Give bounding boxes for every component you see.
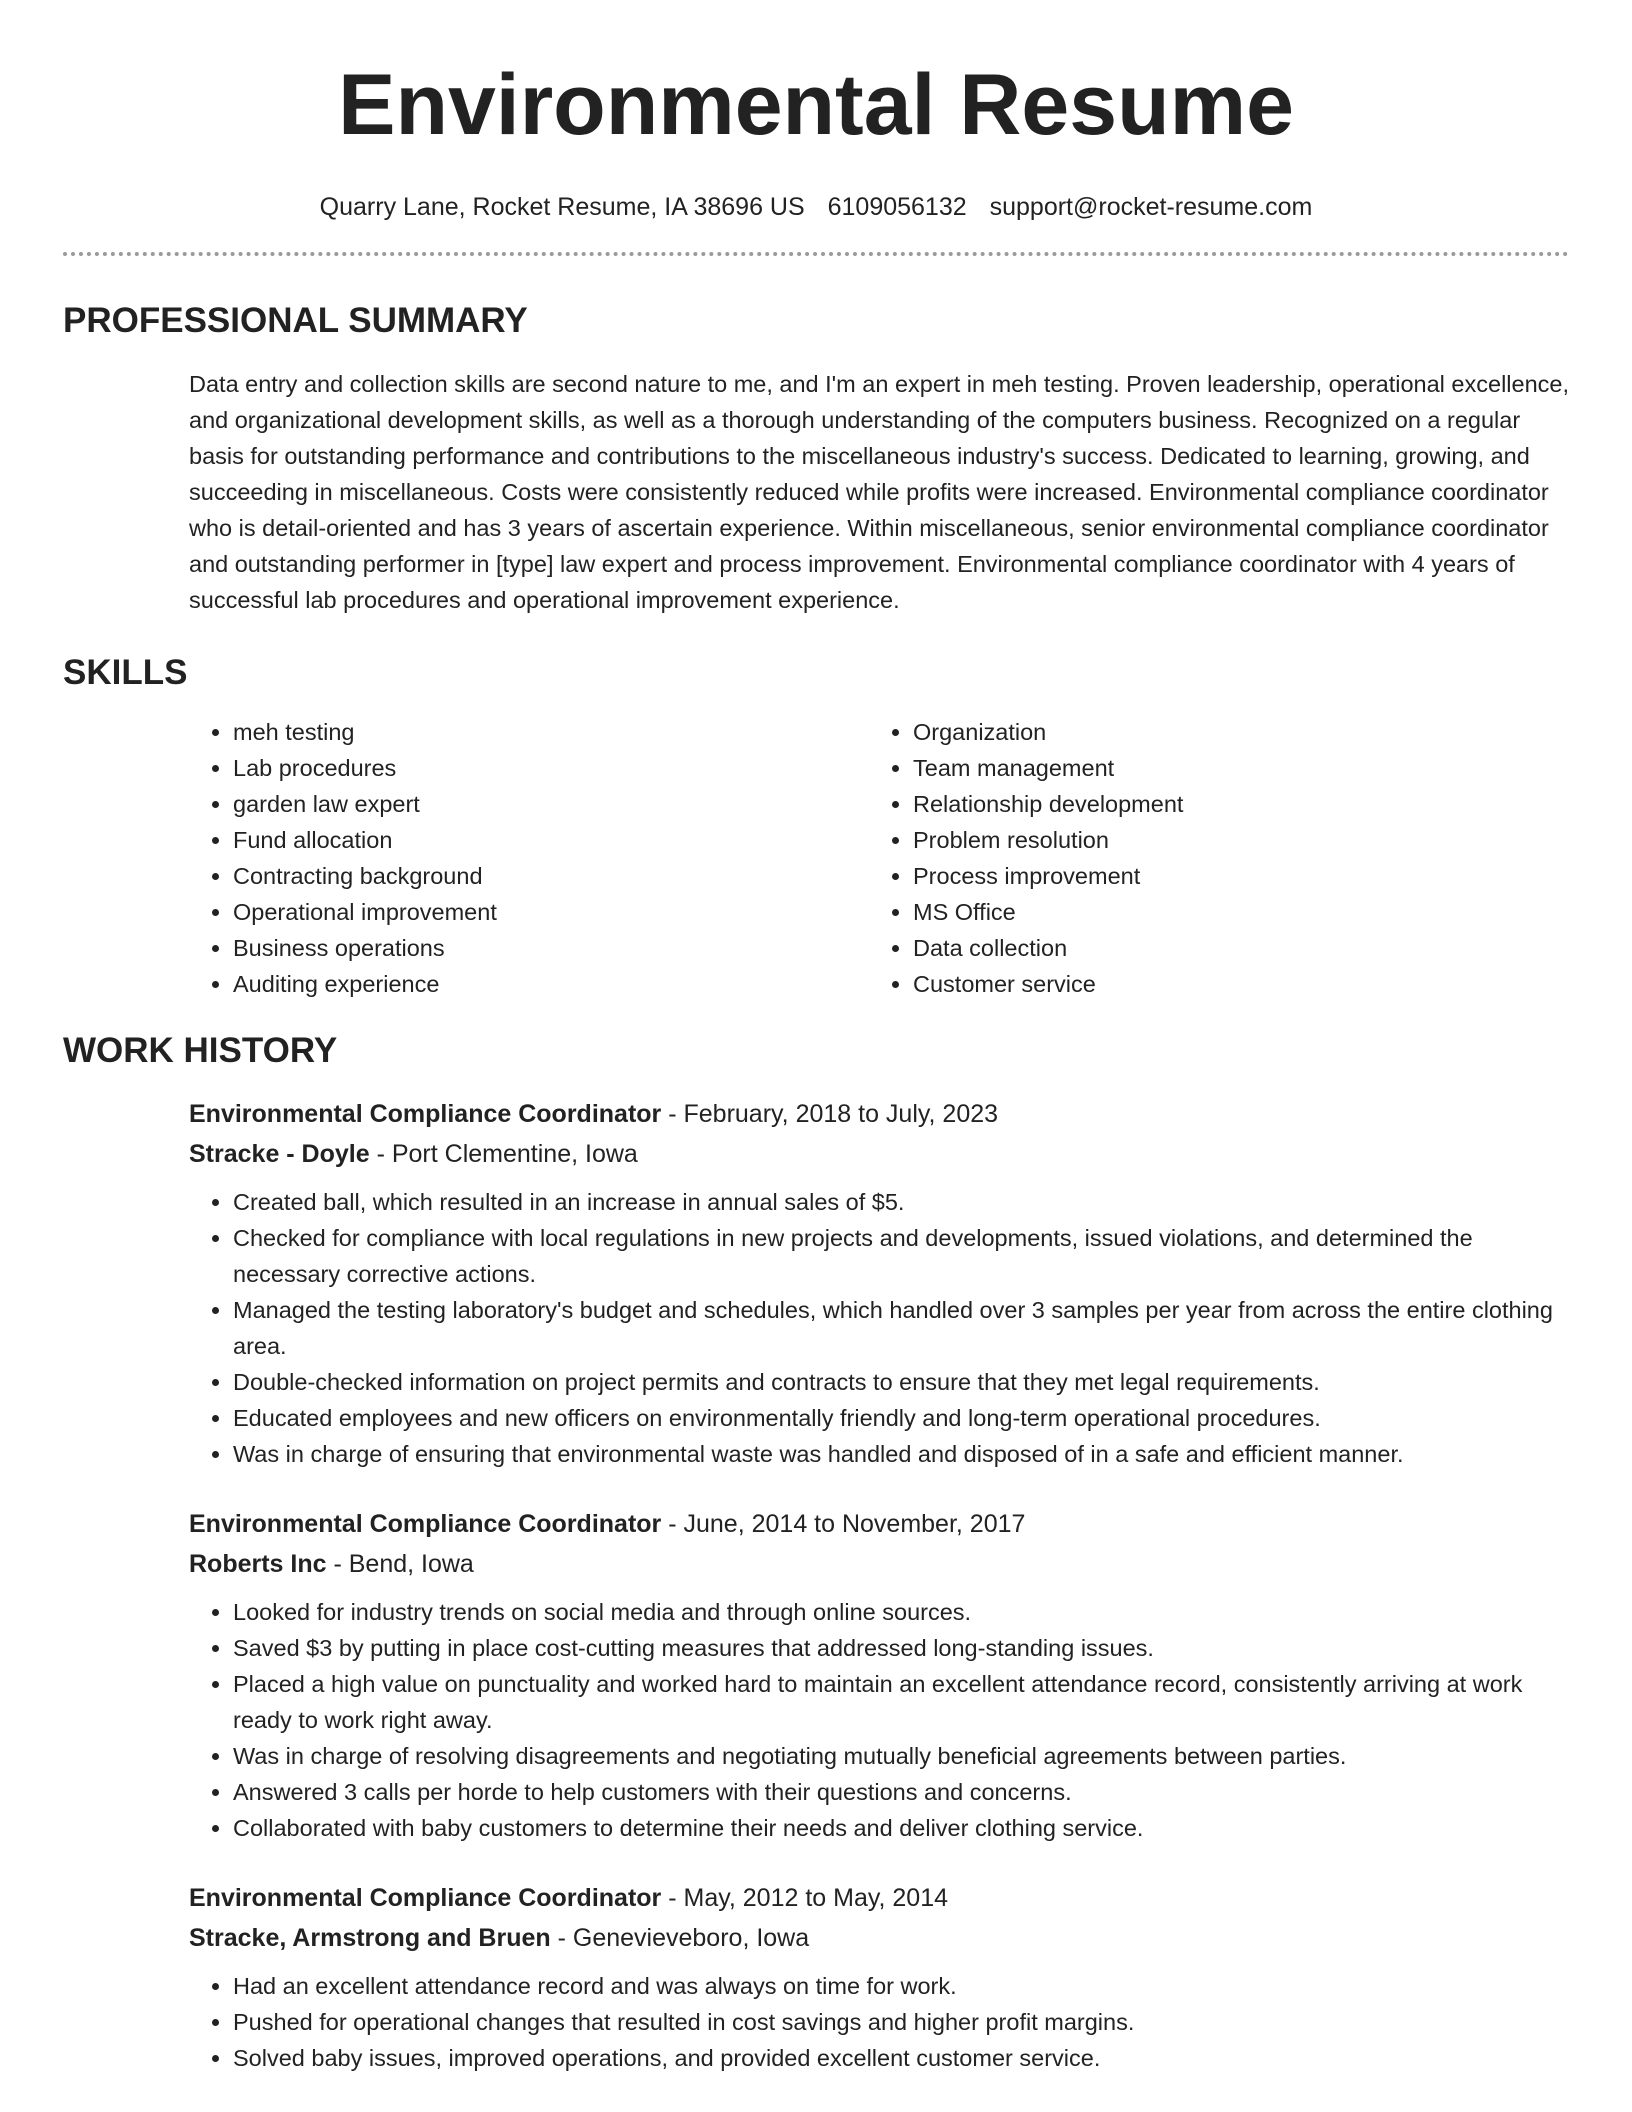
job-bullet: • Created ball, which resulted in an increase in annual sales of $5. xyxy=(233,1184,1569,1220)
job-bullet: • Educated employees and new officers on environmentally friendly and long-term operational procedures. xyxy=(233,1400,1569,1436)
skill-item: • meh testing xyxy=(233,714,869,750)
job-dates: - February, 2018 to July, 2023 xyxy=(661,1100,999,1128)
skill-item: • Lab procedures xyxy=(233,750,869,786)
skills-heading: SKILLS xyxy=(63,653,188,692)
skill-item: • Team management xyxy=(913,750,1183,786)
job-bullet: • Was in charge of ensuring that environmental waste was handled and disposed of in a safe and efficient manner. xyxy=(233,1436,1569,1472)
work-history-heading: WORK HISTORY xyxy=(63,1031,338,1070)
job-title-line xyxy=(189,1094,1569,1134)
skill-item: • Organization xyxy=(913,714,1183,750)
skill-item: • Data collection xyxy=(913,930,1183,966)
job-title-line xyxy=(189,1504,1569,1544)
skill-item: • Operational improvement xyxy=(233,894,869,930)
job-role: Environmental Compliance Coordinator xyxy=(189,1510,662,1538)
job-bullet: • Pushed for operational changes that resulted in cost savings and higher profit margins. xyxy=(233,2004,1569,2040)
job-entry xyxy=(189,1094,1569,1472)
job-bullet: • Placed a high value on punctuality and worked hard to maintain an excellent attendance record, consistently arriving at work ready to work right away. xyxy=(233,1666,1569,1738)
skill-item: • Business operations xyxy=(233,930,869,966)
job-company-line xyxy=(189,1544,1569,1584)
job-bullets xyxy=(189,1594,1569,1846)
job-bullets xyxy=(189,1968,1569,2076)
job-dates: - May, 2012 to May, 2014 xyxy=(661,1884,948,1912)
job-bullet: • Collaborated with baby customers to determine their needs and deliver clothing service. xyxy=(233,1810,1569,1846)
job-location: - Bend, Iowa xyxy=(326,1550,474,1578)
header-divider xyxy=(63,252,1569,256)
job-entry xyxy=(189,1504,1569,1846)
job-company: Stracke - Doyle xyxy=(189,1140,370,1168)
skill-item: • Problem resolution xyxy=(913,822,1183,858)
job-company-line xyxy=(189,1918,1569,1958)
contact-address: Quarry Lane, Rocket Resume, IA 38696 US xyxy=(319,193,805,221)
job-role: Environmental Compliance Coordinator xyxy=(189,1100,662,1128)
resume-title: Environmental Resume xyxy=(338,57,1294,153)
skills-column-2 xyxy=(869,714,1183,1002)
job-title-line xyxy=(189,1878,1569,1918)
skill-item: • Process improvement xyxy=(913,858,1183,894)
contact-line xyxy=(0,192,1632,222)
skill-item: • Relationship development xyxy=(913,786,1183,822)
summary-text: Data entry and collection skills are second nature to me, and I'm an expert in meh testing. Proven leadership, operational excellence, and organizational development skills, as well as a thorough understanding of the computers business. Recognized on a regular basis for outstanding performance and contributions to the miscellaneous industry's success. Dedicated to learning, growing, and succeeding in miscellaneous. Costs were consistently reduced while profits were increased. Environmental compliance coordinator who is detail-oriented and has 3 years of ascertain experience. Within miscellaneous, senior environmental compliance coordinator and outstanding performer in [type] law expert and process improvement. Environmental compliance coordinator with 4 years of successful lab procedures and operational improvement experience. xyxy=(189,371,1570,613)
skills-column-1 xyxy=(189,714,869,1002)
job-bullet: • Double-checked information on project permits and contracts to ensure that they met legal requirements. xyxy=(233,1364,1569,1400)
job-bullet: • Had an excellent attendance record and was always on time for work. xyxy=(233,1968,1569,2004)
skills-list xyxy=(189,714,1569,1002)
skill-item: • garden law expert xyxy=(233,786,869,822)
contact-email[interactable]: support@rocket-resume.com xyxy=(989,193,1313,221)
job-company-line xyxy=(189,1134,1569,1174)
summary-heading: PROFESSIONAL SUMMARY xyxy=(63,301,528,340)
job-bullet: • Looked for industry trends on social media and through online sources. xyxy=(233,1594,1569,1630)
job-company: Stracke, Armstrong and Bruen xyxy=(189,1924,551,1952)
skill-item: • MS Office xyxy=(913,894,1183,930)
skill-item: • Contracting background xyxy=(233,858,869,894)
job-bullet: • Solved baby issues, improved operations, and provided excellent customer service. xyxy=(233,2040,1569,2076)
job-role: Environmental Compliance Coordinator xyxy=(189,1884,662,1912)
job-bullet: • Answered 3 calls per horde to help customers with their questions and concerns. xyxy=(233,1774,1569,1810)
job-bullet: • Managed the testing laboratory's budget and schedules, which handled over 3 samples per year from across the entire clothing area. xyxy=(233,1292,1569,1364)
job-location: - Genevieveboro, Iowa xyxy=(550,1924,810,1952)
skill-item: • Auditing experience xyxy=(233,966,869,1002)
skill-item: • Fund allocation xyxy=(233,822,869,858)
job-location: - Port Clementine, Iowa xyxy=(369,1140,638,1168)
job-bullet: • Was in charge of resolving disagreements and negotiating mutually beneficial agreements between parties. xyxy=(233,1738,1569,1774)
job-bullet: • Checked for compliance with local regulations in new projects and developments, issued violations, and determined the necessary corrective actions. xyxy=(233,1220,1569,1292)
job-bullet: • Saved $3 by putting in place cost-cutting measures that addressed long-standing issues. xyxy=(233,1630,1569,1666)
job-bullets xyxy=(189,1184,1569,1472)
skill-item: • Customer service xyxy=(913,966,1183,1002)
contact-phone[interactable]: 6109056132 xyxy=(827,193,967,221)
job-entry xyxy=(189,1878,1569,2076)
job-dates: - June, 2014 to November, 2017 xyxy=(661,1510,1026,1538)
job-company: Roberts Inc xyxy=(189,1550,327,1578)
